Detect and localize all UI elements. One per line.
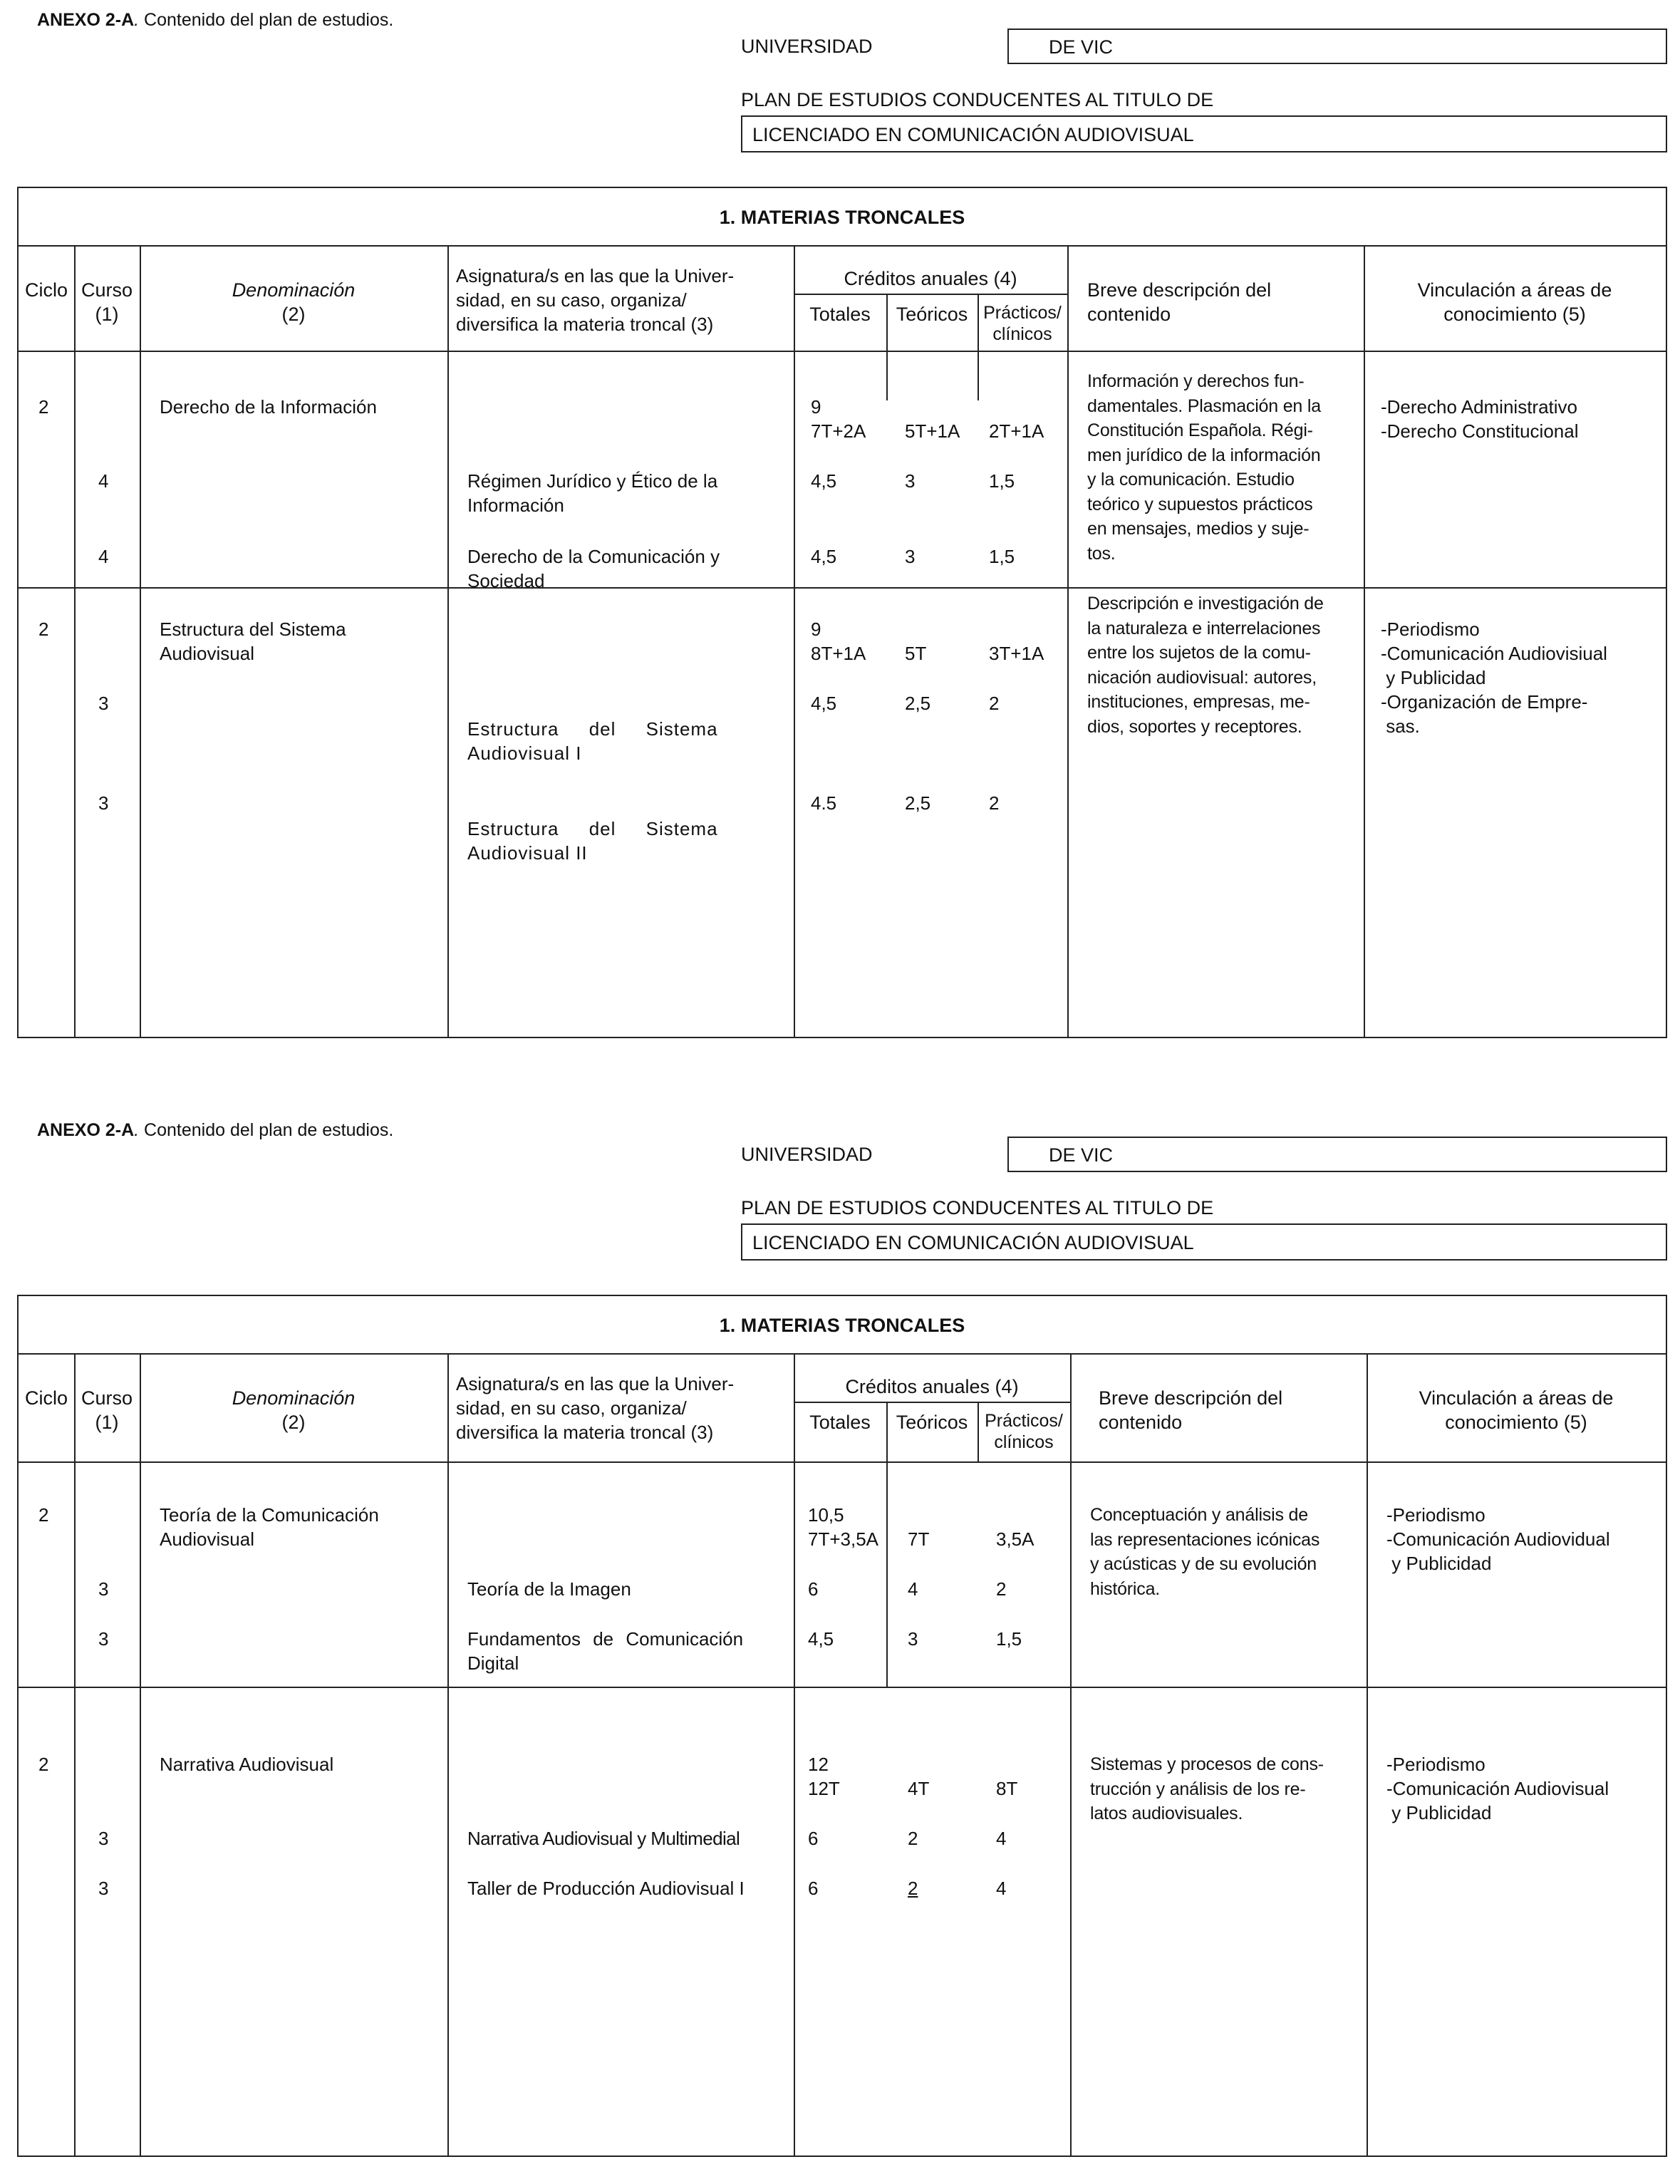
descripcion-cell: Descripción e investigación de la naturaleza e interrelaciones entre los sujetos de la comu- nicación audiovisual: autores, instituciones, empresas, me- dios, soportes y receptores. [1087,594,1324,737]
curso-cell: 3 [98,1878,109,1899]
header-totales: Totales [809,1412,871,1433]
areas-cell: -Derecho Administrativo -Derecho Constitucional [1381,396,1579,442]
descripcion-cell: Sistemas y procesos de cons- trucción y análisis de los re- latos audiovisuales. [1090,1754,1324,1823]
asig-totales-cell: 6 [808,1828,819,1849]
ciclo-cell: 2 [38,1504,49,1526]
asig-teoricos-cell: 2 [908,1878,918,1899]
totales-cell: 9 8T+1A [811,619,866,664]
asignatura-cell: Estructura del Sistema Audiovisual II [467,818,718,864]
annex-heading: ANEXO 2-A. Contenido del plan de estudios. [37,10,394,30]
curso-cell: 4 [98,546,109,567]
asig-practicos-cell: 2 [989,693,1000,714]
titulo-field: LICENCIADO EN COMUNICACIÓN AUDIOVISUAL [741,115,1667,152]
areas-cell: -Periodismo -Comunicación Audiovidual y Publicidad [1386,1504,1610,1574]
denominacion-cell: Teoría de la Comunicación Audiovisual [160,1504,379,1550]
asig-practicos-cell: 1,5 [989,470,1015,492]
asig-teoricos-cell: 3 [905,546,916,567]
teoricos-cell: 7T [908,1528,930,1550]
ciclo-cell: 2 [38,1754,49,1775]
practicos-cell: 3T+1A [989,643,1044,664]
asig-totales-cell: 4,5 [811,546,837,567]
header-teoricos: Teóricos [896,304,968,325]
asig-teoricos-cell: 3 [905,470,916,492]
universidad-label: UNIVERSIDAD [741,36,873,57]
annex-heading: ANEXO 2-A. Contenido del plan de estudios. [37,1120,394,1140]
curso-cell: 3 [98,1828,109,1849]
materias-table [17,187,1667,1038]
document-page-2 [0,1108,1680,2184]
header-denominacion: Denominación (2) [232,279,356,325]
header-breve: Breve descripción del contenido [1099,1387,1283,1433]
areas-cell: -Periodismo -Comunicación Audiovisiual y Publicidad -Organización de Empre- sas. [1381,619,1607,737]
asig-practicos-cell: 4 [996,1828,1007,1849]
teoricos-cell: 5T [905,643,927,664]
asig-totales-cell: 4,5 [811,470,837,492]
asig-teoricos-cell: 2,5 [905,792,931,814]
practicos-cell: 3,5A [996,1528,1035,1550]
universidad-field: DE VIC [1007,1137,1667,1172]
descripcion-cell: Información y derechos fun- damentales. Plasmación en la Constitución Española. Régi- men jurídico de la información y la comunicación. Estudio teórico y supuestos prácticos en mensajes, medios y suje- tos. [1087,371,1321,564]
asig-teoricos-cell: 2,5 [905,693,931,714]
asig-totales-cell: 6 [808,1578,819,1600]
header-practicos: Prácticos/ clínicos [985,1411,1063,1452]
teoricos-cell: 4T [908,1778,930,1799]
asig-teoricos-cell: 4 [908,1578,918,1600]
universidad-field: DE VIC [1007,29,1667,64]
header-breve: Breve descripción del contenido [1087,279,1272,325]
denominacion-cell: Estructura del Sistema Audiovisual [160,619,346,664]
titulo-field: LICENCIADO EN COMUNICACIÓN AUDIOVISUAL [741,1223,1667,1261]
totales-cell: 9 7T+2A [811,396,866,442]
asignatura-cell: Teoría de la Imagen [467,1578,631,1600]
ciclo-cell: 2 [38,619,49,640]
plan-label: PLAN DE ESTUDIOS CONDUCENTES AL TITULO DE [741,1197,1214,1218]
plan-label: PLAN DE ESTUDIOS CONDUCENTES AL TITULO DE [741,89,1214,110]
header-ciclo: Ciclo [24,279,68,301]
descripcion-cell: Conceptuación y análisis de las representaciones icónicas y acústicas y de su evolución histórica. [1090,1505,1320,1599]
asig-totales-cell: 6 [808,1878,819,1899]
materias-table [17,1295,1667,2157]
denominacion-cell: Narrativa Audiovisual [160,1754,334,1775]
document-page-1 [0,0,1680,1076]
header-curso: Curso (1) [81,1387,133,1433]
asig-teoricos-cell: 3 [908,1628,918,1650]
asig-totales-cell: 4.5 [811,792,837,814]
header-vinculacion: Vinculación a áreas de conocimiento (5) [1419,1387,1614,1433]
totales-cell: 10,5 7T+3,5A [808,1504,879,1550]
areas-cell: -Periodismo -Comunicación Audiovisual y Publicidad [1386,1754,1609,1823]
header-ciclo: Ciclo [24,1387,68,1409]
universidad-label: UNIVERSIDAD [741,1144,873,1165]
header-totales: Totales [809,304,871,325]
table-title: 1. MATERIAS TRONCALES [19,1296,1666,1355]
asignatura-cell: Taller de Producción Audiovisual I [467,1878,745,1899]
header-teoricos: Teóricos [896,1412,968,1433]
header-curso: Curso (1) [81,279,133,325]
asig-totales-cell: 4,5 [811,693,837,714]
header-asignatura: Asignatura/s en las que la Univer- sidad, en su caso, organiza/ diversifica la materia troncal (3) [456,1373,735,1443]
ciclo-cell: 2 [38,396,49,418]
header-creditos: Créditos anuales (4) [844,268,1017,289]
header-vinculacion: Vinculación a áreas de conocimiento (5) [1417,279,1612,325]
curso-cell: 3 [98,1628,109,1650]
asig-practicos-cell: 2 [989,792,1000,814]
practicos-cell: 8T [996,1778,1018,1799]
asignatura-cell: Derecho de la Comunicación y Sociedad [467,546,720,591]
asignatura-cell: Estructura del Sistema Audiovisual I [467,718,718,764]
asignatura-cell: Narrativa Audiovisual y Multimedial [467,1828,740,1849]
table-title: 1. MATERIAS TRONCALES [19,188,1666,247]
teoricos-cell: 5T+1A [905,420,960,442]
asig-practicos-cell: 4 [996,1878,1007,1899]
curso-cell: 3 [98,792,109,814]
header-denominacion: Denominación (2) [232,1387,356,1433]
asig-practicos-cell: 1,5 [996,1628,1022,1650]
header-asignatura: Asignatura/s en las que la Univer- sidad, en su caso, organiza/ diversifica la materia troncal (3) [456,265,735,335]
curso-cell: 4 [98,470,109,492]
asig-totales-cell: 4,5 [808,1628,834,1650]
asig-practicos-cell: 2 [996,1578,1007,1600]
totales-cell: 12 12T [808,1754,840,1799]
asignatura-cell: Fundamentos de Comunicación Digital [467,1628,744,1674]
asig-practicos-cell: 1,5 [989,546,1015,567]
header-practicos: Prácticos/ clínicos [983,303,1062,344]
curso-cell: 3 [98,693,109,714]
asignatura-cell: Régimen Jurídico y Ético de la Información [467,470,718,516]
asig-teoricos-cell: 2 [908,1828,918,1849]
curso-cell: 3 [98,1578,109,1600]
header-creditos: Créditos anuales (4) [845,1376,1019,1397]
practicos-cell: 2T+1A [989,420,1044,442]
denominacion-cell: Derecho de la Información [160,396,377,418]
